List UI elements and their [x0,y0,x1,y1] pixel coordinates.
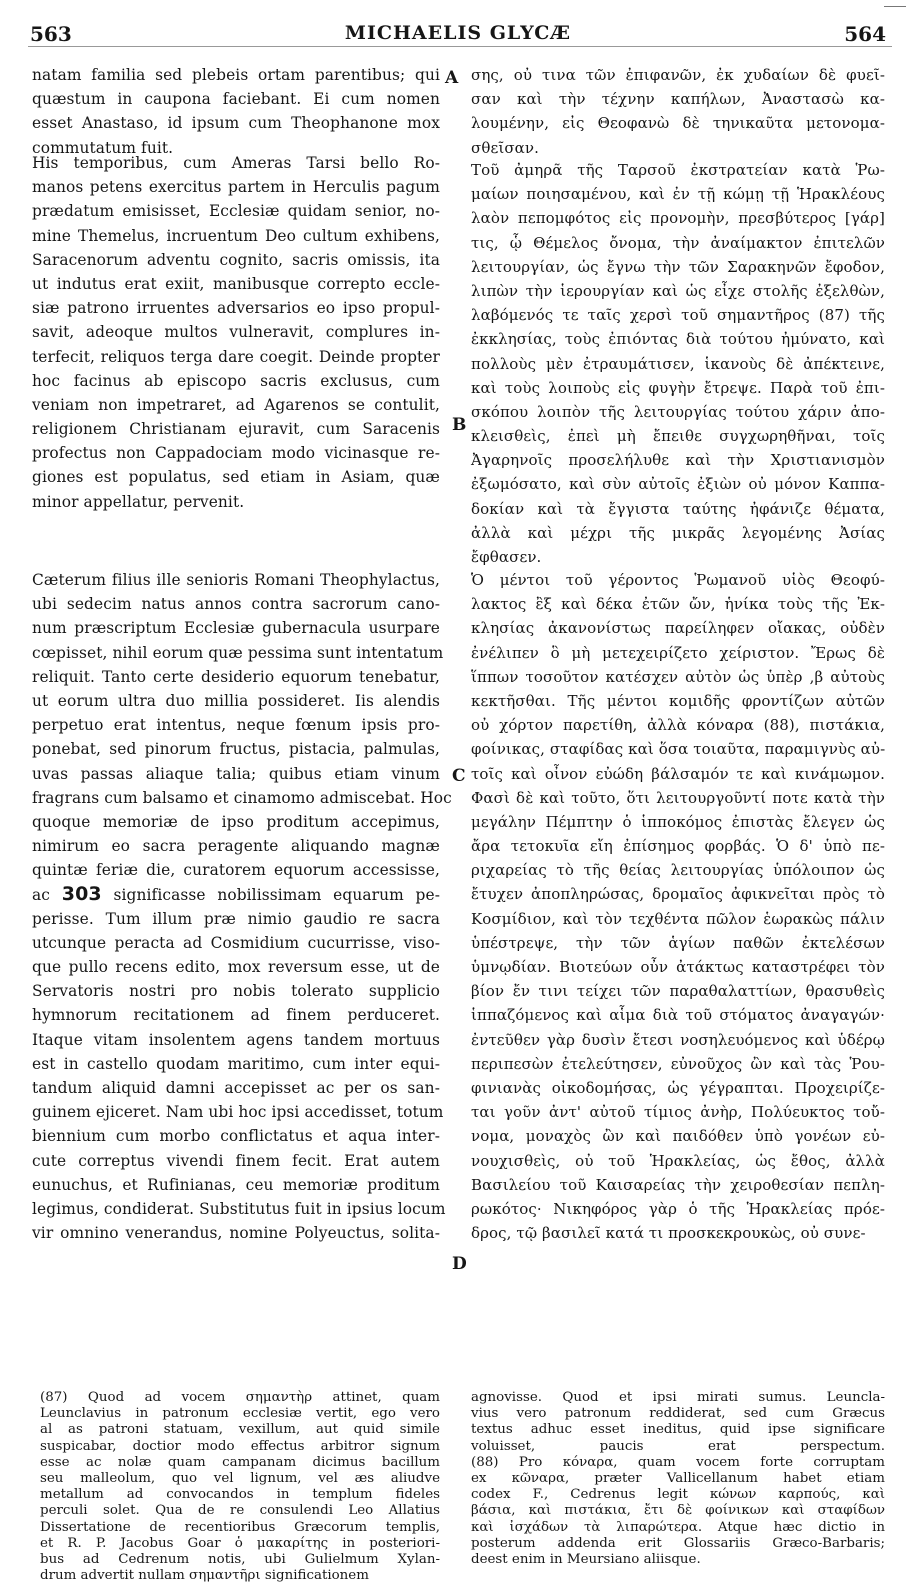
greek-paragraph-2-line: πολλοὺς μὲν ἐτραυμάτισεν, ἱκανοὺς δὲ ἀπέκτεινε, [471,354,885,373]
greek-paragraph-3-line: ἐνέλιπεν ὃ μὴ μετεχειρίζετο χείριστον. Ἔρως δὲ [471,643,885,662]
footnotes-left [40,1390,440,1584]
footnotes-left-line: drum advertit nullam σημαντῆρι significationem [40,1568,369,1584]
latin-paragraph-2-line: hoc facinus ab episcopo sacris exclusus, cum [32,371,440,390]
latin-paragraph-1-line: esset Anastaso, id ipsum cum Theophanone mox [32,114,440,133]
latin-paragraph-2-line: His temporibus, cum Ameras Tarsi bello Ro- [32,154,440,172]
greek-paragraph-3-line: ὑπέστρεψε, τὴν τῶν ἁγίων παθῶν ἐκτελέσων [471,933,885,952]
latin-line: perisse. Tum illum præ nimio gaudio re sacra [32,909,440,928]
greek-paragraph-3-line: φινιανὰς οἰκοδομήσας, ὡς γέγραπται. Προχειρίζε- [471,1078,885,1097]
latin-line: ut eorum ultra duo millia possideret. Iis alendis [32,691,440,710]
footnotes-left-line: perculi solet. Qua de re consulendi Leo Allatius [40,1503,440,1519]
footnotes-right-line: posterum addenda erit Glossariis Græco-Barbaris; [471,1535,885,1551]
latin-line: uvas passas aliaque talia; quibus etiam vinum [32,764,440,783]
greek-paragraph-1-line: σης, οὐ τινα τῶν ἐπιφανῶν, ἐκ χυδαίων δὲ φυεῖ- [471,66,885,84]
latin-line: Servatoris nostri pro nobis tolerato supplicio [32,982,440,1001]
margin-letter-d: D [452,1254,467,1274]
latin-paragraph-2-line: Saracenorum adventu cognito, sacris omissis, ita [32,250,440,269]
latin-paragraph-2-line: terfecit, reliquos terga dare coegit. Deinde propter [32,347,440,366]
latin-paragraph-2 [32,151,440,514]
greek-paragraph-1-line: σαν καὶ τὴν τέχνην καπήλων, Ἀναστασὼ κα- [471,90,885,109]
latin-fragment: significasse nobilissimam equarum pe- [113,886,441,905]
greek-paragraph-2-line: λαβόμενός τε ταῖς χερσὶ τοῦ σημαντῆρος (87) τῆς [471,306,885,325]
greek-paragraph-2-line: τις, ᾧ Θέμελος ὄνομα, τὴν ἀναίμακτον ἐπιτελῶν [471,233,885,252]
footnotes-left-line: esse ac nolæ quam campanam dicimus bacillum [40,1454,440,1470]
latin-paragraph-1 [32,63,440,160]
footnotes-right-line: deest enim in Meursiano aliisque. [471,1551,701,1567]
greek-paragraph-3-line: ἱππαζόμενος καὶ αἷμα διὰ τοῦ στόματος ἀναγαγών· [471,1006,885,1025]
footnotes-right-line: ex κῶναρα, præter Vallicellanum habet etiam [471,1470,885,1486]
footnotes-right [471,1390,885,1568]
greek-paragraph-3-line: ρωκότος· Νικηφόρος γὰρ ὁ τῆς Ἡρακλείας πρόε- [471,1199,885,1218]
greek-paragraph-2-line: λαὸν πεπομφότος εἰς προνομὴν, πρεσβύτερος [γάρ] [471,209,885,228]
latin-paragraph-2-line: savit, adeoque multos vulneravit, complures in- [32,323,440,342]
footnotes-right-line: vius vero patronum reddiderat, sed cum Græcus [471,1406,885,1422]
greek-paragraph-2 [471,158,885,569]
greek-paragraph-3-line: κεκτῆσθαι. Τῆς μέντοι κομιδῆς φροντίζων αὐτῶν [471,691,885,710]
corner-mark [884,6,906,7]
latin-line: ponebat, sed pinorum fructus, pistacia, palmulas, [32,740,440,759]
latin-line: guinem ejiceret. Nam ubi hoc ipsi accedisset, totum [32,1103,444,1122]
footnotes-left-line: Leunclavius in patronum ecclesiæ vertit, ego vero [40,1406,440,1422]
greek-paragraph-2-line: σκόπου λοιπὸν τῆς λειτουργίας τούτου χάριν ἀπο- [471,402,885,421]
greek-paragraph-3-line: περιπεσὼν ἐτελεύτησεν, εὐνοῦχος ὢν καὶ τὰς Ῥου- [471,1054,885,1073]
greek-paragraph-2-line: καὶ τοὺς λοιποὺς εἰς φυγὴν ἔτρεψε. Παρὰ τοῦ ἐπι- [471,378,885,397]
greek-paragraph-3-line: φοίνικας, σταφίδας καὶ ὅσα τοιαῦτα, παραμιγνὺς αὐ- [471,740,886,759]
greek-paragraph-3-line: δρος, τῷ βασιλεῖ κατά τι προσκεκρουκὼς, οὐ συνε- [471,1224,866,1243]
latin-paragraph-3 [32,568,452,1245]
latin-paragraph-2-line: religionem Christianam ejuravit, cum Saracenis [32,420,440,439]
page-number-right: 564 [844,22,886,46]
latin-paragraph-2-line: manos petens exercitus partem in Herculis pagum [32,178,440,197]
greek-paragraph-1-line: λουμένην, εἰς Θεοφανὼ δὲ τηνικαῦτα μετονομα- [471,114,885,133]
footnotes-right-line: textus adhuc esset ineditus, quid ipse significare [471,1422,885,1438]
footnotes-left-line: suspicabar, doctior modo effectus arbitror signum [40,1438,440,1454]
latin-paragraph-1-line: natam familia sed plebeis ortam parentibus; qui [32,66,440,84]
footnotes-right-line: codex F., Cedrenus legit κώνων καρπούς, καὶ [471,1487,885,1503]
latin-paragraph-1-line: commutatum fuit. [32,138,174,157]
latin-paragraph-2-line: mine Themelus, incruentum Deo cultum exhibens, [32,226,440,245]
greek-paragraph-3-line: ἔτυχεν ἀποπληρώσας, δρομαῖος ἀφικνεῖται πρὸς τὸ [471,885,885,904]
latin-paragraph-2-line: siæ patrono irruentes adversarios eo ipso propul- [32,299,440,318]
latin-line: reliquit. Tanto certe desiderio equorum tenebatur, [32,667,440,686]
greek-paragraph-2-line: μαίων ποιησαμένου, καὶ ἐν τῇ κώμῃ τῇ Ἡρακλέους [471,185,885,204]
latin-paragraph-2-line: profectus non Cappadociam modo vicinasque re- [32,444,440,463]
greek-paragraph-3-line: τοῖς καὶ οἶνον εὐώδη βάλσαμόν τε καὶ κινάμωμον. [471,764,885,783]
greek-paragraph-2-line: Τοῦ ἀμηρᾶ τῆς Ταρσοῦ ἐκστρατείαν κατὰ Ῥω- [471,161,885,179]
latin-paragraph-2-line: ut indutus erat exiit, manibusque correpto eccle- [32,274,440,293]
footnotes-right-line: voluisset, paucis erat perspectum. [471,1438,885,1454]
greek-paragraph-2-line: λιπὼν τὴν ἱερουργίαν καὶ ὡς εἶχε στολῆς ἐξελθὼν, [471,281,885,300]
latin-line: eunuchus, et Rufinianas, ceu memoriæ proditum [32,1175,440,1194]
latin-paragraph-2-line: minor appellatur, pervenit. [32,492,245,511]
latin-line: tandum aliquid damni accepisset ac per os san- [32,1078,440,1097]
latin-paragraph-2-line: veniam non impetraret, ad Agarenos se contulit, [32,395,440,414]
greek-paragraph-3-line: οὐ χόρτον παρετίθη, ἀλλὰ κόναρα (88), πιστάκια, [471,716,885,735]
margin-letter-a: A [445,68,459,88]
footnotes-left-line: (87) Quod ad vocem σημαντὴρ attinet, quam [40,1390,440,1405]
latin-line: quoque memoriæ de ipso proditum accepimus, [32,812,440,831]
latin-line: que pullo recens edito, mox reversum esse, ut de [32,958,440,976]
margin-letter-b: B [452,415,467,435]
greek-paragraph-3-line: λακτος ἒξ καὶ δέκα ἐτῶν ὤν, ἡνίκα τοὺς τῆς Ἐκ- [471,595,885,614]
greek-paragraph-2-line: ἐξωμόσατο, καὶ σὺν αὐτοῖς ἐξιὼν οὐ μόνον Καππα- [471,475,885,494]
page-number-left: 563 [30,22,72,46]
latin-line: biennium cum morbo conflictatus et aqua inter- [32,1127,440,1146]
footnotes-left-line: Dissertatione de recentioribus Græcorum templis, [40,1519,440,1535]
latin-line: Cæterum filius ille senioris Romani Theophylactus, [32,571,440,589]
footnotes-right-line: βάσια, καὶ πιστάκια, ἔτι δὲ φοίνικων καὶ σταφίδων [471,1503,885,1519]
greek-paragraph-3-line: ἄρα τετοκυῖα εἴη ἐπίσημος φορβάς. Ὁ δ' ὑπὸ πε- [471,837,885,856]
latin-line: cute correptus vivendi finem fecit. Erat autem [32,1151,440,1170]
latin-line-with-marker [32,882,440,906]
latin-line: legimus, condiderat. Substitutus fuit in ipsius locum [32,1199,446,1218]
footnotes-left-line: seu malleolum, quo vel lignum, vel æs aliudve [40,1470,440,1486]
greek-paragraph-3-line: ἵππων τοσοῦτον κατέσχεν αὐτὸν ὡς ὑπὲρ ,β αὐτοὺς [471,667,885,686]
latin-line: fragrans cum balsamo et cinamomo admiscebat. Hoc [32,788,452,807]
latin-line: Itaque vitam insolentem agens tandem mortuus [32,1030,440,1049]
latin-line: nimirum eo sacra peragente aliquando magnæ [32,837,440,856]
greek-paragraph-3-line: μεγάλην Πέμπτην ὁ ἱπποκόμος ἐπιστὰς ἔλεγεν ὡς [471,812,885,831]
footnotes-left-line: bus ad Cedrenum notis, ubi Gulielmum Xylan- [40,1551,440,1567]
latin-line: vir omnino venerandus, nomine Polyeuctus, solita- [32,1224,440,1243]
greek-paragraph-2-line: ἀλλὰ καὶ μέχρι τῆς μικρᾶς λεγομένης Ἀσίας [471,523,885,542]
greek-paragraph-3-line: βίον ἔν τινι τείχει τῶν παραθαλαττίων, θρασυθεὶς [471,982,885,1001]
greek-paragraph-2-line: Ἀγαρηνοῖς προσελήλυθε καὶ τὴν Χριστιανισμὸν [471,451,885,470]
greek-paragraph-3-line: νουχισθεὶς, οὐ τοῦ Ἡρακλείας, ὡς ἔθος, ἀλλὰ [471,1151,885,1170]
footnotes-right-line: agnovisse. Quod et ipsi mirati sumus. Leuncla- [471,1390,885,1405]
greek-paragraph-3-line: Βασιλείου τοῦ Καισαρείας τὴν χειροθεσίαν πεπλη- [471,1175,885,1194]
margin-letter-c: C [452,766,466,786]
greek-paragraph-2-line: ἐκκλησίας, τοὺς ἐπιόντας διὰ τούτου ἠμύνατο, καὶ [471,330,885,349]
latin-line: utcunque peracta ad Cosmidium cucurrisse, viso- [32,933,440,952]
latin-paragraph-2-line: giones est populatus, sed etiam in Asiam, quæ [32,468,440,487]
greek-paragraph-3 [471,568,885,1245]
greek-paragraph-2-line: κλεισθεὶς, ἐπεὶ μὴ ἔπειθε συγχωρηθῆναι, τοῖς [471,427,885,446]
header-rule [28,46,892,47]
greek-paragraph-1-line: σθεῖσαν. [471,138,539,157]
greek-paragraph-3-line: ὑμνῳδίαν. Βιοτεύων οὖν ἀτάκτως καταστρέφει τὸν [471,958,885,976]
greek-paragraph-1 [471,63,885,160]
greek-paragraph-3-line: Ὁ μέντοι τοῦ γέροντος Ῥωμανοῦ υἱὸς Θεοφύ- [471,571,885,589]
running-title: MICHAELIS GLYCÆ [344,22,572,44]
greek-paragraph-2-line: δοκίαν καὶ τὰ ἔγγιστα ταύτης ἠφάνιζε θέματα, [471,499,885,518]
latin-line: ubi sedecim natus annos contra sacrorum cano- [32,595,440,614]
footnotes-left-line: metallum ad convocandos in templum fideles [40,1487,440,1503]
footnotes-left-line: et R. P. Jacobus Goar ὁ μακαρίτης in posteriori- [40,1535,440,1551]
greek-paragraph-3-line: ριχαρείας τὸ τῆς θείας λειτουργίας ὑπόλοιπον ὡς [471,861,885,880]
latin-paragraph-1-line: quæstum in caupona faciebant. Ei cum nomen [32,90,440,109]
latin-line: cœpisset, nihil eorum quæ pessima sunt intentatum [32,643,444,662]
footnotes-right-line: (88) Pro κόναρα, quam vocem forte corruptam [471,1454,885,1470]
greek-paragraph-2-line: ἔφθασεν. [471,548,542,566]
greek-paragraph-2-line: λειτουργίαν, ὡς ἔγνω τὴν τῶν Σαρακηνῶν ἔφοδον, [471,257,885,276]
greek-paragraph-3-line: ται γοῦν ἀντ' αὐτοῦ τίμιος ἀνὴρ, Πολύευκτος τοὔ- [471,1103,885,1122]
greek-paragraph-3-line: Φασὶ δὲ καὶ τοῦτο, ὅτι λειτουργοῦντί ποτε κατὰ τὴν [471,788,885,807]
greek-paragraph-3-line: νομα, μοναχὸς ὢν καὶ παιδόθεν ὑπὸ γονέων εὐ- [471,1127,885,1146]
greek-paragraph-3-line: ἐντεῦθεν γὰρ δυσὶν ἔτεσι νοσηλευόμενος καὶ ὑδέρῳ [471,1030,885,1049]
latin-line: hymnorum recitationem ad finem perduceret. [32,1006,440,1025]
greek-paragraph-3-line: Κοσμίδιον, καὶ τὸν τεχθέντα πῶλον ἑωρακὼς πάλιν [471,909,885,928]
footnotes-right-line: καὶ ἰσχάδων τὰ λιπαρώτερα. Atque hæc dictio in [471,1519,885,1535]
latin-line: quintæ feriæ die, curatorem equorum accessisse, [32,861,440,880]
original-page-marker: 303 [61,883,102,906]
footnotes-left-line: al as patroni statuam, vexillum, aut quid simile [40,1422,440,1438]
latin-fragment: ac [32,886,50,905]
latin-line: est in castello quodam maritimo, cum inter equi- [32,1054,440,1073]
greek-paragraph-3-line: κλησίας ἀκανονίστως παρείληφεν οἴακας, οὐδὲν [471,619,885,638]
latin-paragraph-2-line: prædatum emisisset, Ecclesiæ quidam senior, no- [32,202,440,221]
latin-line: num præscriptum Ecclesiæ gubernacula usurpare [32,619,440,638]
latin-line: perpetuo erat intentus, neque fœnum ipsis pro- [32,716,440,735]
